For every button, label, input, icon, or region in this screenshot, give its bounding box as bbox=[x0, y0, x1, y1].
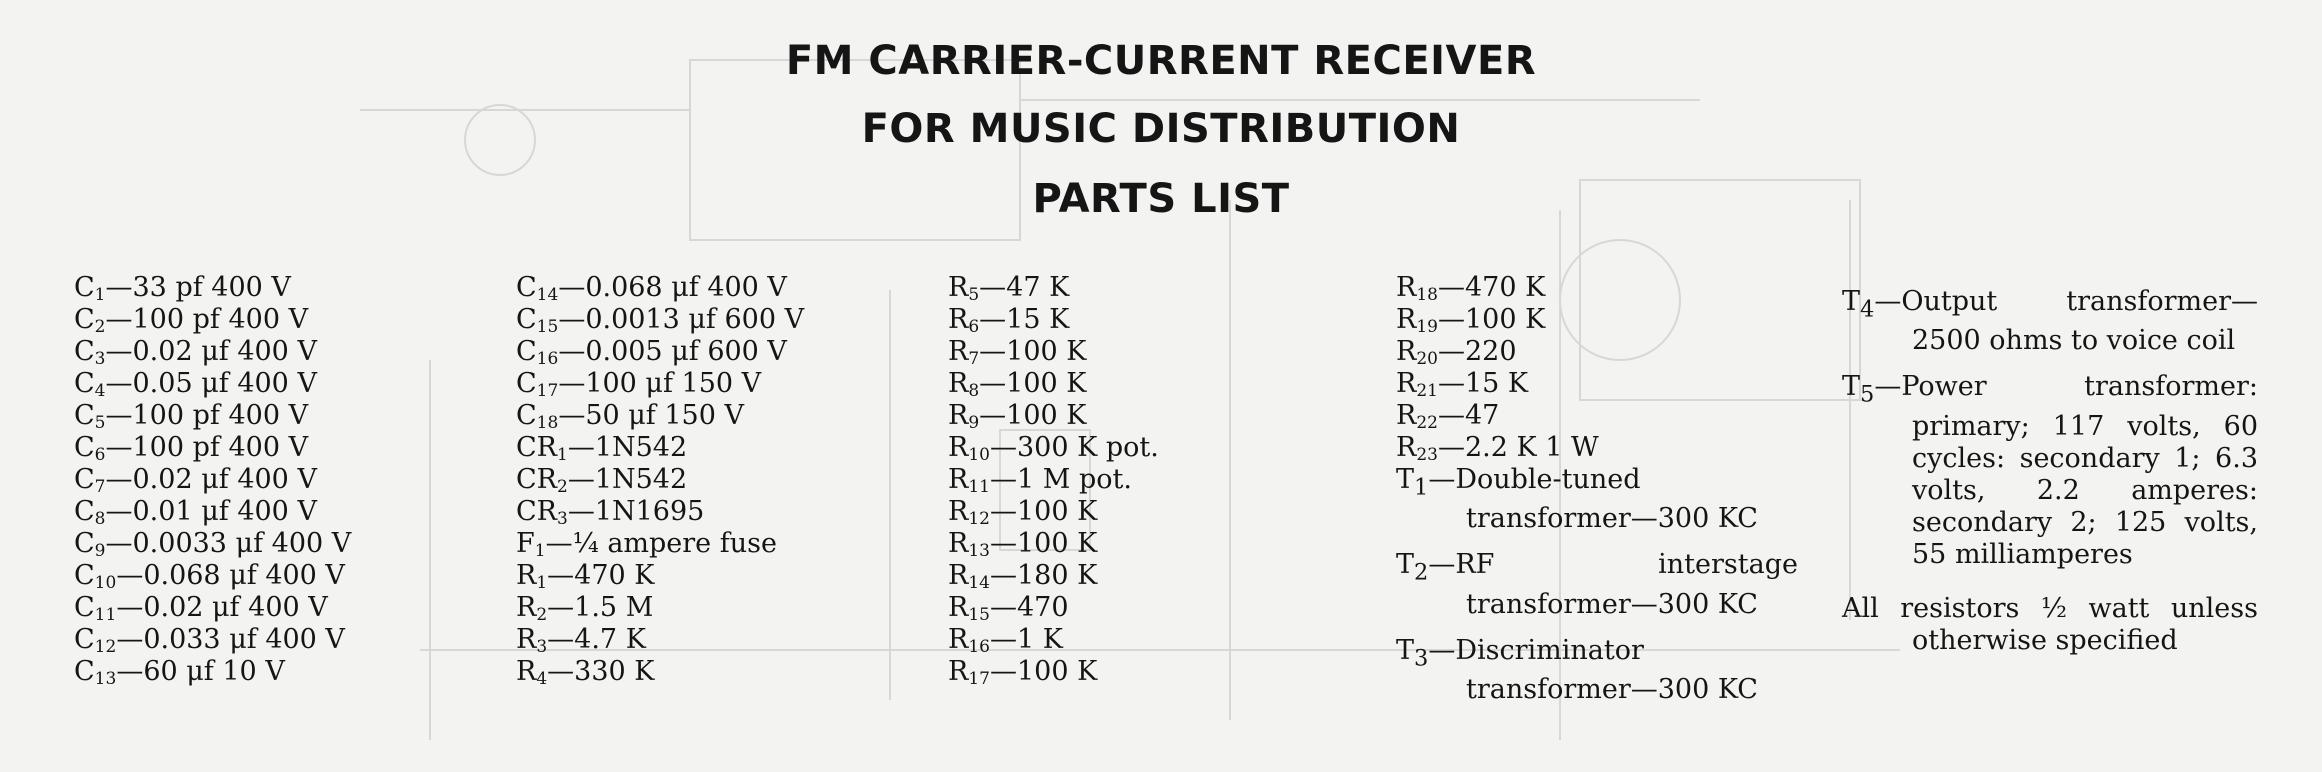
part-entry bbox=[1396, 549, 1798, 620]
part-designator: R bbox=[948, 624, 969, 655]
part-value: —0.068 μf 400 V bbox=[558, 272, 787, 303]
part-value: —470 K bbox=[1437, 272, 1546, 303]
parts-column-5-transformers bbox=[1842, 286, 2258, 571]
part-designator: C bbox=[74, 560, 95, 591]
part-entry bbox=[74, 656, 351, 688]
part-value: —47 bbox=[1437, 400, 1500, 431]
part-designator: C bbox=[74, 496, 95, 527]
part-designator: C bbox=[516, 368, 537, 399]
parts-column-5 bbox=[1842, 286, 2258, 671]
part-entry bbox=[516, 528, 804, 560]
part-entry bbox=[948, 624, 1159, 656]
part-designator: R bbox=[948, 432, 969, 463]
part-designator: C bbox=[74, 656, 95, 687]
part-designator: C bbox=[516, 272, 537, 303]
part-designator: C bbox=[74, 368, 95, 399]
part-designator: R bbox=[948, 400, 969, 431]
part-designator: R bbox=[1396, 432, 1417, 463]
part-subscript: 6 bbox=[94, 445, 106, 465]
part-value: —47 K bbox=[979, 272, 1070, 303]
parts-column-4 bbox=[1396, 272, 1798, 720]
part-entry bbox=[948, 336, 1159, 368]
part-entry bbox=[948, 272, 1159, 304]
part-value: —Discriminator transformer—300 KC bbox=[1428, 634, 1758, 706]
part-entry bbox=[74, 304, 351, 336]
part-value: —15 K bbox=[1437, 368, 1529, 399]
part-designator: T bbox=[1396, 464, 1415, 495]
part-designator: C bbox=[74, 464, 95, 495]
part-designator: R bbox=[948, 464, 969, 495]
part-value: —100 pf 400 V bbox=[105, 400, 309, 431]
part-entry bbox=[516, 592, 804, 624]
part-value: —100 K bbox=[979, 336, 1087, 367]
part-value: —0.02 μf 400 V bbox=[105, 464, 317, 495]
part-value: —100 pf 400 V bbox=[105, 432, 309, 463]
part-subscript: 3 bbox=[557, 509, 568, 529]
part-value: —100 K bbox=[989, 496, 1098, 527]
part-designator: C bbox=[74, 592, 95, 623]
parts-column-3 bbox=[948, 272, 1159, 688]
part-subscript: 4 bbox=[1860, 296, 1875, 323]
part-subscript: 19 bbox=[1416, 317, 1438, 337]
part-value: —Double-tuned transformer—300 KC bbox=[1428, 464, 1758, 535]
part-designator: R bbox=[1396, 272, 1417, 303]
part-entry bbox=[948, 400, 1159, 432]
part-designator: F bbox=[516, 528, 535, 559]
resistor-wattage-note: All resistors ½ watt unless otherwise specified bbox=[1842, 592, 2258, 656]
part-subscript: 14 bbox=[968, 573, 990, 593]
part-entry bbox=[1396, 400, 1798, 432]
part-entry bbox=[516, 304, 804, 336]
part-subscript: 22 bbox=[1416, 413, 1438, 433]
part-subscript: 5 bbox=[94, 413, 106, 433]
part-value: —0.005 μf 600 V bbox=[558, 336, 787, 367]
part-value: —180 K bbox=[989, 560, 1098, 591]
part-entry bbox=[1396, 464, 1798, 535]
part-designator: R bbox=[516, 656, 537, 687]
part-value: —100 μf 150 V bbox=[558, 368, 762, 399]
part-designator: C bbox=[516, 400, 537, 431]
part-entry bbox=[74, 560, 351, 592]
part-subscript: 2 bbox=[94, 317, 106, 337]
part-entry bbox=[1396, 432, 1798, 464]
part-designator: R bbox=[516, 592, 537, 623]
part-subscript: 16 bbox=[968, 637, 990, 657]
part-designator: T bbox=[1396, 634, 1415, 666]
part-value: —100 K bbox=[1437, 304, 1546, 335]
part-subscript: 3 bbox=[536, 637, 548, 657]
part-subscript: 2 bbox=[557, 477, 568, 497]
part-value: —0.02 μf 400 V bbox=[116, 592, 328, 623]
part-value: —470 bbox=[989, 592, 1069, 623]
part-subscript: 1 bbox=[557, 445, 568, 465]
part-value: —15 K bbox=[979, 304, 1070, 335]
part-designator: T bbox=[1842, 371, 1861, 403]
part-subscript: 17 bbox=[536, 381, 559, 401]
part-entry bbox=[1396, 304, 1798, 336]
part-subscript: 15 bbox=[968, 605, 990, 625]
part-designator: C bbox=[74, 624, 95, 655]
part-value: —300 K pot. bbox=[989, 432, 1159, 463]
part-designator: R bbox=[1396, 368, 1417, 399]
part-subscript: 17 bbox=[968, 669, 990, 689]
part-entry bbox=[948, 656, 1159, 688]
part-designator: C bbox=[74, 432, 95, 463]
part-subscript: 13 bbox=[94, 669, 117, 689]
part-entry bbox=[948, 368, 1159, 400]
parts-column-2 bbox=[516, 272, 804, 688]
part-entry bbox=[74, 400, 351, 432]
part-value: —1N542 bbox=[567, 432, 688, 463]
part-entry bbox=[516, 624, 804, 656]
part-subscript: 6 bbox=[968, 317, 980, 337]
part-entry bbox=[948, 528, 1159, 560]
part-entry bbox=[948, 496, 1159, 528]
part-subscript: 15 bbox=[536, 317, 559, 337]
part-subscript: 4 bbox=[94, 381, 106, 401]
part-subscript: 20 bbox=[1416, 349, 1438, 369]
part-value: —0.01 μf 400 V bbox=[105, 496, 317, 527]
part-designator: R bbox=[516, 624, 537, 655]
part-subscript: 18 bbox=[1416, 285, 1438, 305]
part-value: —470 K bbox=[547, 560, 655, 591]
part-designator: C bbox=[516, 336, 537, 367]
part-value: —Power transformer: primary; 117 volts, 60 cycles: secondary 1; 6.3 volts, 2.2 amperes: secondary 2; 125 volts, 55 milliamperes bbox=[1874, 371, 2258, 570]
part-subscript: 8 bbox=[94, 509, 106, 529]
part-entry bbox=[516, 560, 804, 592]
part-value: —RF interstage transformer—300 KC bbox=[1428, 549, 1798, 620]
part-entry bbox=[516, 496, 804, 528]
part-entry bbox=[516, 464, 804, 496]
part-designator: T bbox=[1842, 286, 1861, 317]
part-subscript: 5 bbox=[968, 285, 980, 305]
part-entry bbox=[74, 336, 351, 368]
part-value: —1N542 bbox=[567, 464, 688, 495]
part-subscript: 2 bbox=[536, 605, 548, 625]
part-value: —Output transformer—2500 ohms to voice coil bbox=[1874, 286, 2258, 357]
part-value: —¼ ampere fuse bbox=[545, 528, 777, 559]
part-subscript: 8 bbox=[968, 381, 980, 401]
part-entry bbox=[516, 336, 804, 368]
part-subscript: 13 bbox=[968, 541, 990, 561]
part-value: —0.033 μf 400 V bbox=[116, 624, 345, 655]
part-designator: R bbox=[948, 528, 969, 559]
part-designator: R bbox=[948, 496, 969, 527]
part-designator: R bbox=[1396, 336, 1417, 367]
part-entry bbox=[516, 400, 804, 432]
part-entry bbox=[74, 496, 351, 528]
part-subscript: 1 bbox=[534, 541, 546, 561]
part-value: —100 K bbox=[989, 528, 1098, 559]
part-subscript: 3 bbox=[94, 349, 106, 369]
part-entry bbox=[74, 624, 351, 656]
part-value: —220 bbox=[1437, 336, 1517, 367]
part-entry bbox=[516, 432, 804, 464]
part-designator: C bbox=[74, 304, 95, 335]
part-subscript: 1 bbox=[1414, 474, 1429, 501]
part-designator: C bbox=[74, 336, 95, 367]
part-designator: R bbox=[948, 304, 969, 335]
part-designator: C bbox=[74, 400, 95, 431]
part-value: —330 K bbox=[547, 656, 655, 687]
part-subscript: 11 bbox=[968, 477, 990, 497]
part-subscript: 9 bbox=[94, 541, 106, 561]
part-value: —0.05 μf 400 V bbox=[105, 368, 317, 399]
part-value: —0.02 μf 400 V bbox=[105, 336, 317, 367]
part-subscript: 10 bbox=[968, 445, 990, 465]
part-entry bbox=[516, 272, 804, 304]
title-line-1: FM CARRIER-CURRENT RECEIVER bbox=[785, 38, 1537, 84]
part-value: —2.2 K 1 W bbox=[1437, 432, 1599, 463]
part-entry bbox=[74, 368, 351, 400]
part-subscript: 11 bbox=[94, 605, 117, 625]
part-subscript: 1 bbox=[536, 573, 548, 593]
part-subscript: 2 bbox=[1414, 559, 1429, 586]
parts-column-1 bbox=[74, 272, 351, 688]
part-designator: R bbox=[948, 656, 969, 687]
part-value: —1.5 M bbox=[547, 592, 654, 623]
part-designator: CR bbox=[516, 464, 557, 495]
part-value: —4.7 K bbox=[547, 624, 646, 655]
part-value: —1 M pot. bbox=[989, 464, 1132, 495]
parts-column-4-transformers bbox=[1396, 464, 1798, 706]
part-value: —100 K bbox=[979, 368, 1087, 399]
part-entry bbox=[74, 592, 351, 624]
part-entry bbox=[516, 656, 804, 688]
part-entry bbox=[948, 592, 1159, 624]
part-subscript: 14 bbox=[536, 285, 559, 305]
part-designator: R bbox=[1396, 304, 1417, 335]
part-entry bbox=[1842, 371, 2258, 570]
part-designator: CR bbox=[516, 432, 557, 463]
part-entry bbox=[1396, 635, 1798, 706]
part-subscript: 4 bbox=[536, 669, 548, 689]
title-line-3: PARTS LIST bbox=[1032, 176, 1290, 222]
part-value: —1 K bbox=[989, 624, 1063, 655]
part-value: —60 μf 10 V bbox=[116, 656, 285, 687]
part-entry bbox=[948, 560, 1159, 592]
part-value: —100 K bbox=[979, 400, 1087, 431]
part-subscript: 12 bbox=[968, 509, 990, 529]
part-value: —0.0013 μf 600 V bbox=[558, 304, 805, 335]
part-value: —100 pf 400 V bbox=[105, 304, 309, 335]
part-entry bbox=[1396, 272, 1798, 304]
part-subscript: 1 bbox=[94, 285, 106, 305]
part-subscript: 12 bbox=[94, 637, 117, 657]
part-designator: R bbox=[948, 272, 969, 303]
part-entry bbox=[516, 368, 804, 400]
part-entry bbox=[1396, 336, 1798, 368]
part-designator: R bbox=[948, 368, 969, 399]
part-subscript: 3 bbox=[1414, 645, 1429, 672]
part-entry bbox=[74, 272, 351, 304]
title-line-2: FOR MUSIC DISTRIBUTION bbox=[861, 106, 1461, 152]
part-designator: R bbox=[948, 592, 969, 623]
part-value: —1N1695 bbox=[567, 496, 705, 527]
part-designator: R bbox=[1396, 400, 1417, 431]
part-entry bbox=[1842, 286, 2258, 357]
part-value: —0.0033 μf 400 V bbox=[105, 528, 352, 559]
part-entry bbox=[948, 432, 1159, 464]
part-subscript: 21 bbox=[1416, 381, 1438, 401]
part-designator: CR bbox=[516, 496, 557, 527]
part-designator: R bbox=[948, 336, 969, 367]
part-subscript: 16 bbox=[536, 349, 559, 369]
part-designator: T bbox=[1396, 549, 1415, 581]
part-designator: R bbox=[948, 560, 969, 591]
part-entry bbox=[948, 304, 1159, 336]
part-designator: C bbox=[74, 528, 95, 559]
part-designator: C bbox=[516, 304, 537, 335]
part-entry bbox=[948, 464, 1159, 496]
part-subscript: 5 bbox=[1860, 381, 1875, 408]
part-entry bbox=[74, 528, 351, 560]
part-subscript: 9 bbox=[968, 413, 980, 433]
part-value: —50 μf 150 V bbox=[558, 400, 744, 431]
part-entry bbox=[1396, 368, 1798, 400]
part-subscript: 7 bbox=[968, 349, 980, 369]
part-value: —100 K bbox=[989, 656, 1098, 687]
part-subscript: 10 bbox=[94, 573, 117, 593]
parts-column-4-resistors bbox=[1396, 272, 1798, 464]
part-value: —0.068 μf 400 V bbox=[116, 560, 345, 591]
part-subscript: 23 bbox=[1416, 445, 1438, 465]
part-designator: C bbox=[74, 272, 95, 303]
part-entry bbox=[74, 432, 351, 464]
part-designator: R bbox=[516, 560, 537, 591]
part-subscript: 7 bbox=[94, 477, 106, 497]
part-entry bbox=[74, 464, 351, 496]
part-subscript: 18 bbox=[536, 413, 559, 433]
part-value: —33 pf 400 V bbox=[105, 272, 291, 303]
